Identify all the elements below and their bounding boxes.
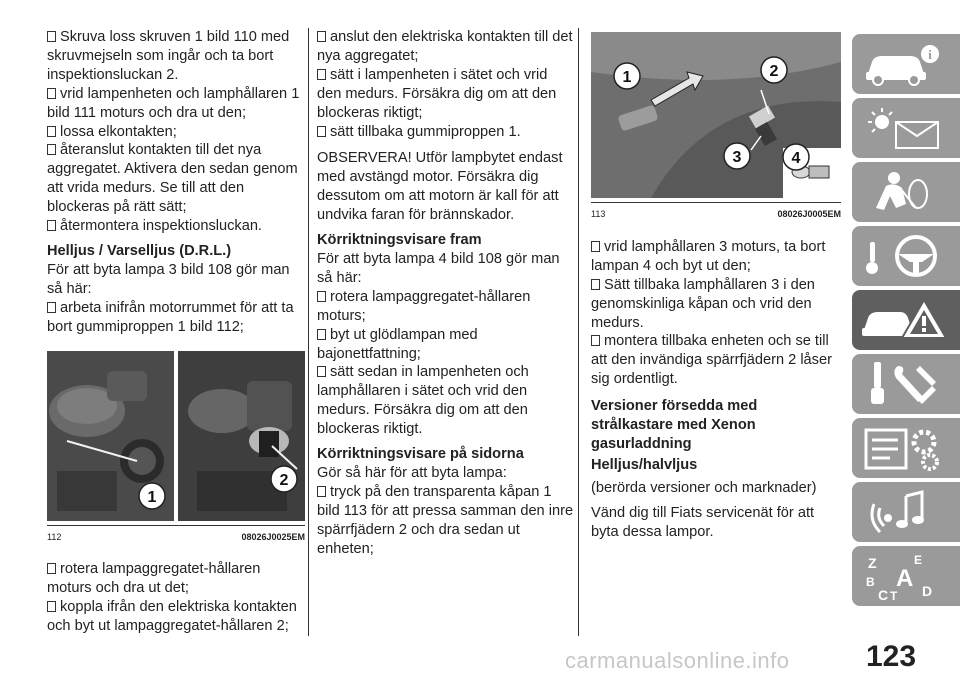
paragraph: Gör så här för att byta lampa: [317,464,507,481]
step: vrid lampenheten och lamphållaren 1 bild 111 moturs och dra ut den; [47,85,300,121]
text-column-3 [591,28,841,542]
callout-2: 2 [769,63,779,80]
watermark: carmanualsonline.info [565,648,790,673]
checkbox-bullet-icon [317,126,326,137]
callout-3: 3 [732,149,742,166]
chapter-tab-technical-data[interactable] [852,418,960,478]
chapter-tab-index[interactable] [852,546,960,606]
step: rotera lampaggregatet-hållaren moturs; [317,288,531,324]
paragraph: För att byta lampa 3 bild 108 gör man så här: [47,261,290,297]
steering-wheel-icon [860,232,950,280]
index-letter: A [896,565,914,592]
step: tryck på den transparenta kåpan 1 bild 113 för att pressa samman den inre spärrfjädern 2 och dra sedan ut enheten; [317,483,574,557]
chapter-tab-vehicle-info[interactable] [852,34,960,94]
step: Skruva loss skruven 1 bild 110 med skruvmejseln som ingår och ta bort inspektionsluckan 2. [47,29,290,83]
checkbox-bullet-icon [591,279,600,290]
index-letter: C [878,587,889,603]
step: arbeta inifrån motorrummet för att ta bort gummiproppen 1 bild 112; [47,299,294,335]
text-column-1 [47,28,305,636]
warning-triangle-car-icon [860,296,950,344]
checkbox-bullet-icon [47,126,56,137]
callout-4: 4 [791,150,801,167]
step: vrid lamphållaren 3 moturs, ta bort lampan 4 och byt ut den; [591,238,826,274]
step: lossa elkontakten; [47,123,305,142]
side-indicator-photo [591,32,841,198]
section-heading: Helljus/halvljus [591,456,698,473]
callout-1: 1 [622,69,632,86]
car-info-icon [860,40,950,88]
column-divider [308,28,309,636]
checkbox-bullet-icon [591,335,600,346]
step: koppla ifrån den elektriska kontakten och byt ut lampaggregatet-hållaren 2; [47,599,297,635]
checkbox-bullet-icon [317,329,326,340]
callout-1: 1 [147,488,157,506]
step: Sätt tillbaka lamphållaren 3 i den genomskinliga kåpan och vrid den medurs. [591,276,815,331]
chapter-tab-emergency[interactable] [852,290,960,350]
checkbox-bullet-icon [47,88,56,99]
figure-caption [591,202,841,224]
step: montera tillbaka enheten och se till att den invändiga spärrfjädern 2 låser sig ordentligt. [591,333,832,388]
index-letter: Z [868,555,877,571]
index-letter: T [890,589,898,603]
checkbox-bullet-icon [47,563,56,574]
multimedia-icon [860,488,950,536]
paragraph: Vänd dig till Fiats servicenät för att byta dessa lampor. [591,504,815,540]
checkbox-bullet-icon [47,31,56,42]
figure-caption [47,525,305,547]
warning-note: OBSERVERA! Utför lampbytet endast med avstängd motor. Försäkra dig dessutom om att motorn är kall för att undvika faran för brännskador. [317,150,563,224]
figure-code: 08026J0025EM [241,531,305,542]
chapter-tab-driving[interactable] [852,226,960,286]
index-letter: D [922,583,933,599]
chapter-tab-multimedia[interactable] [852,482,960,542]
step: byt ut glödlampan med bajonettfattning; [317,326,478,362]
checkbox-bullet-icon [47,144,56,155]
section-heading: Helljus / Varselljus (D.R.L.) [47,242,232,259]
column-divider [578,28,579,636]
checkbox-bullet-icon [317,366,326,377]
step: sätt tillbaka gummiproppen 1. [317,123,575,142]
checkbox-bullet-icon [317,69,326,80]
chapter-tab-maintenance[interactable] [852,354,960,414]
chapter-tab-dashboard[interactable] [852,98,960,158]
figure-113 [591,32,841,198]
alphabetical-index-icon [860,552,950,604]
checkbox-bullet-icon [47,220,56,231]
chapter-tab-safety[interactable] [852,162,960,222]
figure-number: 113 [591,209,606,219]
paragraph: För att byta lampa 4 bild 108 gör man så här: [317,250,560,286]
technical-data-icon [860,424,950,472]
step: sätt sedan in lampenheten och lamphållaren i sätet och vrid den medurs. Försäkra dig om att den blockeras riktigt. [317,364,529,438]
step: återmontera inspektionsluckan. [47,217,305,236]
callout-2: 2 [279,471,289,489]
figure-112 [47,351,305,521]
text-column-2 [317,28,575,558]
section-heading: Körriktningsvisare fram [317,232,482,249]
section-heading: Versioner försedda med strålkastare med Xenon gasurladdning [591,398,758,452]
figure-code: 08026J0005EM [777,209,841,219]
engine-bay-photo [47,351,305,521]
checkbox-bullet-icon [591,241,600,252]
step: sätt i lampenheten i sätet och vrid den medurs. Försäkra dig om att den blockeras riktigt; [317,66,557,121]
checkbox-bullet-icon [317,486,326,497]
step: anslut den elektriska kontakten till det nya aggregatet; [317,29,573,64]
dashboard-lights-icon [860,104,950,152]
wrench-maintenance-icon [860,360,950,408]
page-number: 123 [866,640,917,673]
checkbox-bullet-icon [317,31,326,42]
checkbox-bullet-icon [47,302,56,313]
index-letter: B [866,575,875,589]
svg-text:i: i [928,47,932,62]
index-letter: E [914,553,923,567]
checkbox-bullet-icon [47,601,56,612]
step: återanslut kontakten till det nya aggregatet. Aktivera den sedan genom att vrida medurs. Se till att den blockeras på rätt sätt; [47,142,298,216]
safety-airbag-icon [860,168,950,216]
figure-number: 112 [47,531,62,542]
checkbox-bullet-icon [317,291,326,302]
section-heading: Körriktningsvisare på sidorna [317,446,524,463]
paragraph: (berörda versioner och marknader) [591,479,817,496]
step: rotera lampaggregatet-hållaren moturs och dra ut det; [47,561,261,597]
